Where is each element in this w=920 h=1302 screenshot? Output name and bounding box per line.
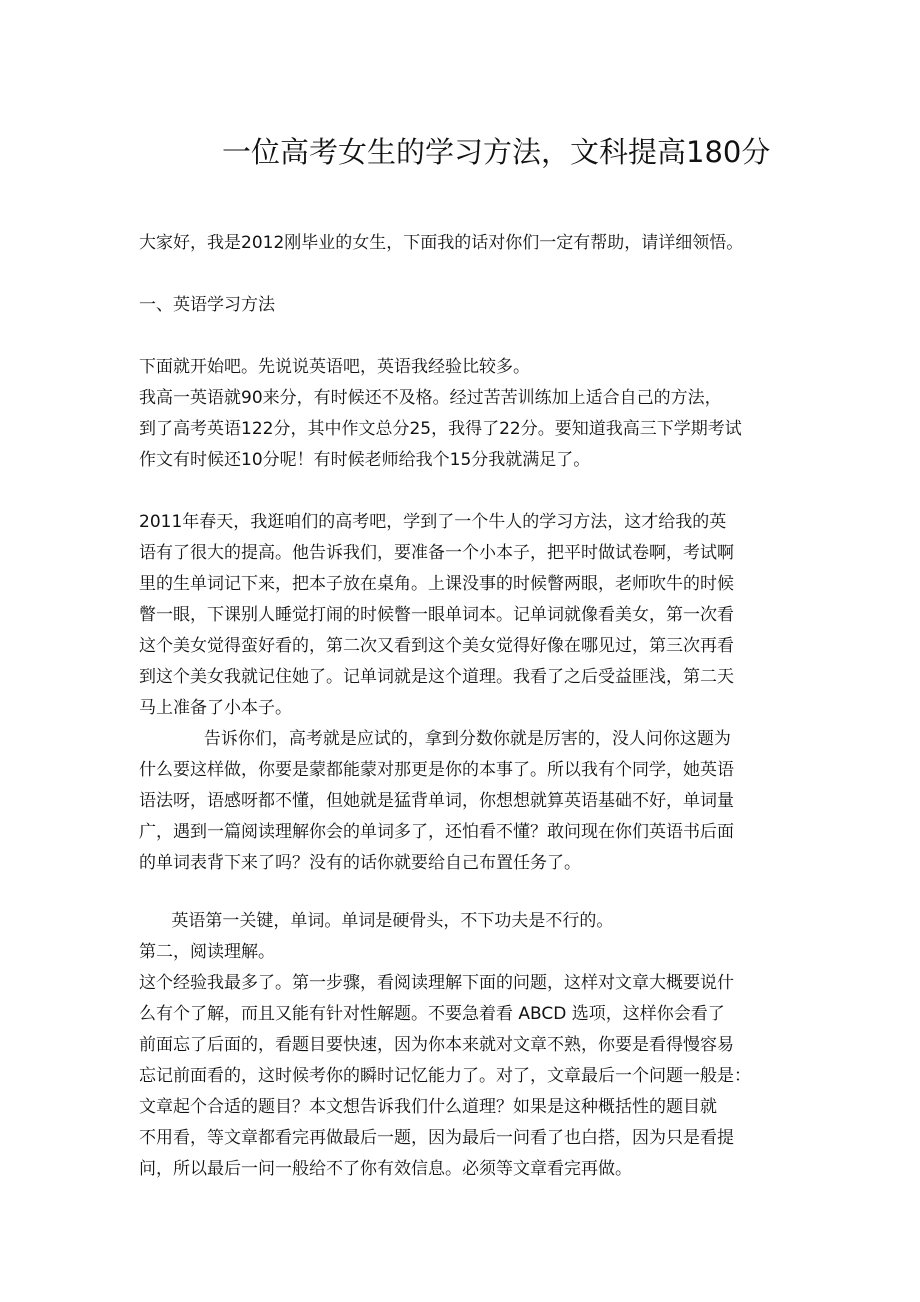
section-heading-english <box>139 290 787 321</box>
text-line: 忘记前面看的，这时候考你的瞬时记忆能力了。对了，文章最后一个问题一般是： <box>139 1066 751 1086</box>
text-line: 里的生单词记下来，把本子放在桌角。上课没事的时候瞥两眼，老师吹牛的时候 <box>139 574 734 594</box>
text-line: 这个美女觉得蛮好看的，第二次又看到这个美女觉得好像在哪见过，第三次再看 <box>139 636 734 656</box>
text-line: 语法呀，语感呀都不懂，但她就是猛背单词，你想想就算英语基础不好，单词量 <box>139 791 734 811</box>
text-line: 不用看，等文章都看完再做最后一题，因为最后一问看了也白搭，因为只是看提 <box>139 1128 734 1148</box>
text-line: 到这个美女我就记住她了。记单词就是这个道理。我看了之后受益匪浅，第二天 <box>139 667 734 687</box>
text-line: 下面就开始吧。先说说英语吧，英语我经验比较多。 <box>139 357 530 377</box>
text-line: 到了高考英语122分，其中作文总分25，我得了22分。要知道我高三下学期考试 <box>139 419 742 439</box>
text-line: 问，所以最后一问一般给不了你有效信息。必须等文章看完再做。 <box>139 1159 632 1179</box>
text-line: 的单词表背下来了吗？没有的话你就要给自己布置任务了。 <box>139 853 581 873</box>
intro-line: 大家好，我是2012刚毕业的女生，下面我的话对你们一定有帮助，请详细领悟。 <box>139 233 744 253</box>
text-line: 我高一英语就90来分，有时候还不及格。经过苦苦训练加上适合自己的方法， <box>139 388 722 408</box>
text-line: 英语第一关键，单词。单词是硬骨头，不下功夫是不行的。 <box>139 911 614 931</box>
text-line: 马上准备了小本子。 <box>139 698 292 718</box>
text-line: 这个经验我最多了。第一步骤，看阅读理解下面的问题，这样对文章大概要说什 <box>139 973 734 993</box>
text-line: 第二，阅读理解。 <box>139 942 275 962</box>
text-line: 作文有时候还10分呢！有时候老师给我个15分我就满足了。 <box>139 450 591 470</box>
paragraph-2 <box>139 507 787 879</box>
text-line: 么有个了解，而且又能有针对性解题。不要急着看 ABCD 选项，这样你会看了 <box>139 1004 725 1024</box>
text-line: 告诉你们，高考就是应试的，拿到分数你就是厉害的，没人问你这题为 <box>139 729 731 749</box>
document-title: 一位高考女生的学习方法，文科提高180分 <box>222 135 771 169</box>
paragraph-3 <box>139 906 787 1185</box>
intro-paragraph <box>139 228 787 259</box>
text-line: 什么要这样做，你要是蒙都能蒙对那更是你的本事了。所以我有个同学，她英语 <box>139 760 734 780</box>
text-line: 前面忘了后面的，看题目要快速，因为你本来就对文章不熟，你要是看得慢容易 <box>139 1035 734 1055</box>
paragraph-1 <box>139 352 787 476</box>
text-line: 广，遇到一篇阅读理解你会的单词多了，还怕看不懂？敢问现在你们英语书后面 <box>139 822 734 842</box>
section-heading-text: 一、英语学习方法 <box>139 295 275 315</box>
text-line: 瞥一眼，下课别人睡觉打闹的时候瞥一眼单词本。记单词就像看美女，第一次看 <box>139 605 734 625</box>
text-line: 2011年春天，我逛咱们的高考吧，学到了一个牛人的学习方法，这才给我的英 <box>139 512 727 532</box>
text-line: 文章起个合适的题目？本文想告诉我们什么道理？如果是这种概括性的题目就 <box>139 1097 717 1117</box>
text-line: 语有了很大的提高。他告诉我们，要准备一个小本子，把平时做试卷啊，考试啊 <box>139 543 734 563</box>
